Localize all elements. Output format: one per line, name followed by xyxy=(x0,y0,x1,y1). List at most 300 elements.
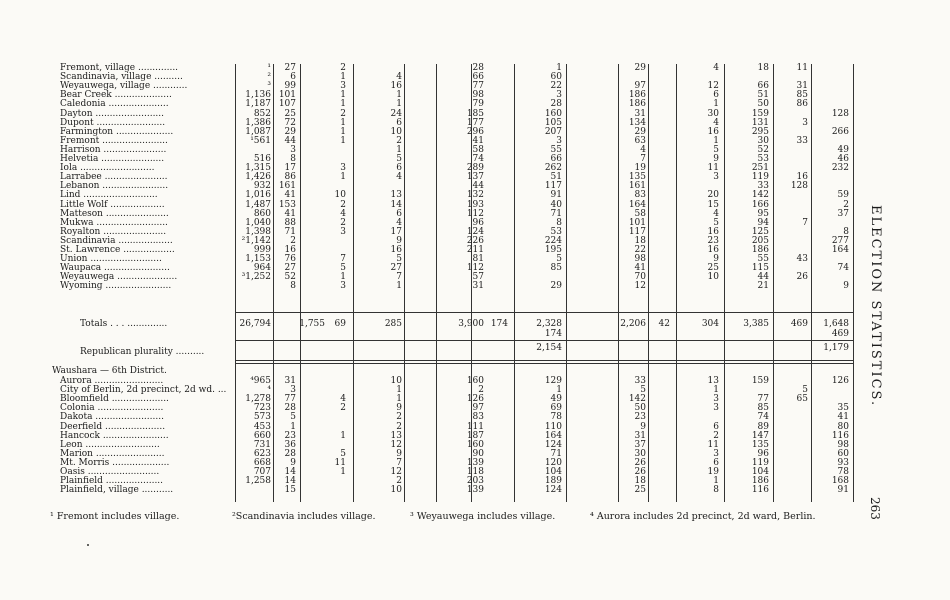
vote-cell: 22 xyxy=(550,81,562,92)
vote-cell: 1 xyxy=(396,99,402,110)
row-name: Mt. Morris .................... xyxy=(60,457,170,468)
vote-cell: 33 xyxy=(634,376,646,386)
vote-cell: 266 xyxy=(831,126,849,137)
vote-cell: 1 xyxy=(340,72,346,83)
vote-cell: 31 xyxy=(634,430,646,441)
total-cell: 174 xyxy=(490,319,508,329)
vote-cell: 26 xyxy=(634,457,646,468)
vote-cell: ²1,142 xyxy=(241,235,271,246)
vote-cell: 9 xyxy=(290,457,296,468)
vote-cell: ⁴965 xyxy=(250,376,271,386)
table-rule xyxy=(235,360,853,364)
vote-cell: 159 xyxy=(751,108,769,119)
vote-cell: 852 xyxy=(253,108,271,119)
vote-cell: 6 xyxy=(396,163,402,174)
vote-cell: 160 xyxy=(466,376,484,386)
vote-cell: 27 xyxy=(284,63,296,73)
vote-cell: 195 xyxy=(544,245,562,255)
vote-cell: 8 xyxy=(843,226,849,237)
vote-cell: 31 xyxy=(634,108,646,119)
vote-cell: 71 xyxy=(550,448,562,459)
vote-cell: 15 xyxy=(707,199,719,210)
column-rule xyxy=(648,64,649,502)
vote-cell: 65 xyxy=(796,394,808,405)
vote-cell: 1 xyxy=(713,476,719,487)
vote-cell: 135 xyxy=(751,439,769,450)
vote-cell: 453 xyxy=(253,421,271,432)
vote-cell: 1 xyxy=(396,281,402,292)
vote-cell: 63 xyxy=(634,135,646,146)
vote-cell: 4 xyxy=(396,72,402,83)
vote-cell: 1 xyxy=(340,117,346,128)
vote-cell: 5 xyxy=(802,385,808,396)
vote-cell: 186 xyxy=(751,245,769,255)
vote-cell: 1,386 xyxy=(245,117,271,128)
vote-cell: 9 xyxy=(713,154,719,164)
vote-cell: 60 xyxy=(550,72,562,83)
vote-cell: 79 xyxy=(472,99,484,110)
vote-cell: 932 xyxy=(253,181,271,192)
vote-cell: 11 xyxy=(334,457,346,468)
vote-cell: 1,153 xyxy=(245,254,271,265)
vote-cell: 40 xyxy=(550,199,562,210)
vote-cell: 6 xyxy=(396,117,402,128)
vote-cell: 7 xyxy=(396,457,402,468)
vote-cell: 50 xyxy=(634,403,646,414)
vote-cell: 86 xyxy=(284,172,296,183)
vote-cell: 110 xyxy=(544,421,562,432)
vote-cell: 7 xyxy=(802,217,808,228)
vote-cell: 77 xyxy=(284,394,296,405)
vote-cell: 6 xyxy=(713,90,719,101)
vote-cell: 91 xyxy=(837,485,849,496)
vote-cell: 160 xyxy=(466,439,484,450)
row-name: City of Berlin, 2d precinct, 2d wd. ... xyxy=(60,385,227,396)
vote-cell: 1 xyxy=(340,172,346,183)
vote-cell: 11 xyxy=(796,63,808,73)
column-rule xyxy=(404,64,405,502)
vote-cell: 95 xyxy=(757,208,769,219)
vote-cell: 161 xyxy=(628,181,646,192)
row-name: Lind .......................... xyxy=(60,190,158,201)
vote-cell: ³1,252 xyxy=(241,272,271,283)
vote-cell: 49 xyxy=(837,144,849,155)
vote-cell: 6 xyxy=(713,421,719,432)
vote-cell: 623 xyxy=(253,448,271,459)
vote-cell: ¹561 xyxy=(250,135,271,146)
row-name: Larrabee ...................... xyxy=(60,172,168,183)
vote-cell: 76 xyxy=(284,254,296,265)
vote-cell: 104 xyxy=(544,467,562,477)
vote-cell: ² xyxy=(267,72,271,83)
vote-cell: 78 xyxy=(837,467,849,477)
vote-cell: 1,136 xyxy=(245,90,271,101)
vote-cell: 1,187 xyxy=(245,99,271,110)
row-name: Farmington .................... xyxy=(60,126,174,137)
vote-cell: 168 xyxy=(831,476,849,487)
vote-cell: 57 xyxy=(472,272,484,283)
vote-cell: 23 xyxy=(284,430,296,441)
plurality-cell: 1,179 xyxy=(823,343,849,353)
vote-cell: 186 xyxy=(628,99,646,110)
vote-cell: 51 xyxy=(550,172,562,183)
vote-cell: 126 xyxy=(831,376,849,386)
vote-cell: 58 xyxy=(634,208,646,219)
vote-cell: 29 xyxy=(550,281,562,292)
vote-cell: 1 xyxy=(340,467,346,477)
vote-cell: 44 xyxy=(757,272,769,283)
vote-cell: 66 xyxy=(472,72,484,83)
vote-cell: 11 xyxy=(707,163,719,174)
vote-cell: 13 xyxy=(707,376,719,386)
column-rule xyxy=(773,64,774,502)
vote-cell: 160 xyxy=(544,108,562,119)
vote-cell: 4 xyxy=(640,144,646,155)
row-name: Lebanon ....................... xyxy=(60,181,169,192)
vote-cell: 1 xyxy=(290,421,296,432)
vote-cell: 203 xyxy=(466,476,484,487)
vote-cell: 25 xyxy=(634,485,646,496)
row-name: Plainfield .................... xyxy=(60,476,164,487)
vote-cell: 55 xyxy=(550,144,562,155)
vote-cell: 107 xyxy=(278,99,296,110)
vote-cell: 1,087 xyxy=(245,126,271,137)
vote-cell: 8 xyxy=(556,217,562,228)
vote-cell: 2 xyxy=(340,108,346,119)
vote-cell: 186 xyxy=(751,476,769,487)
vote-cell: 91 xyxy=(550,190,562,201)
vote-cell: 14 xyxy=(284,467,296,477)
row-name: Plainfield, village ........... xyxy=(60,485,174,496)
vote-cell: 132 xyxy=(466,190,484,201)
vote-cell: 37 xyxy=(634,439,646,450)
vote-cell: 71 xyxy=(550,208,562,219)
vote-cell: 3 xyxy=(713,403,719,414)
vote-cell: 85 xyxy=(796,90,808,101)
vote-cell: 3 xyxy=(556,135,562,146)
vote-cell: 2 xyxy=(396,421,402,432)
row-name: Aurora ........................ xyxy=(60,376,164,386)
vote-cell: 27 xyxy=(390,263,402,274)
vote-cell: 16 xyxy=(284,245,296,255)
vote-cell: 97 xyxy=(634,81,646,92)
vote-cell: 1 xyxy=(340,430,346,441)
vote-cell: 3 xyxy=(340,281,346,292)
vote-cell: 96 xyxy=(757,448,769,459)
total-cell: 26,794 xyxy=(239,319,271,329)
vote-cell: 731 xyxy=(253,439,271,450)
row-name: Royalton ...................... xyxy=(60,226,167,237)
vote-cell: 74 xyxy=(757,412,769,423)
vote-cell: 2 xyxy=(340,217,346,228)
vote-cell: 120 xyxy=(544,457,562,468)
vote-cell: 19 xyxy=(634,163,646,174)
column-rule xyxy=(724,64,725,502)
vote-cell: 139 xyxy=(466,457,484,468)
vote-cell: 86 xyxy=(796,99,808,110)
vote-cell: 50 xyxy=(757,99,769,110)
vote-cell: 41 xyxy=(284,190,296,201)
vote-cell: 17 xyxy=(284,163,296,174)
vote-cell: 118 xyxy=(466,467,484,477)
vote-cell: 112 xyxy=(466,208,484,219)
vote-cell: 18 xyxy=(634,235,646,246)
vote-cell: 77 xyxy=(472,81,484,92)
vote-cell: 999 xyxy=(253,245,271,255)
vote-cell: 23 xyxy=(707,235,719,246)
vote-cell: 5 xyxy=(396,254,402,265)
vote-cell: 29 xyxy=(634,63,646,73)
vote-cell: 12 xyxy=(634,281,646,292)
vote-cell: 1,426 xyxy=(245,172,271,183)
vote-cell: 28 xyxy=(472,63,484,73)
vote-cell: 105 xyxy=(544,117,562,128)
vote-cell: 104 xyxy=(751,467,769,477)
vote-cell: 660 xyxy=(253,430,271,441)
vote-cell: 13 xyxy=(390,190,402,201)
vote-cell: 147 xyxy=(751,430,769,441)
vote-cell: 59 xyxy=(837,190,849,201)
table-rule xyxy=(235,312,853,313)
vote-cell: 164 xyxy=(831,245,849,255)
vote-cell: 16 xyxy=(390,245,402,255)
vote-cell: 89 xyxy=(757,421,769,432)
vote-cell: 60 xyxy=(837,448,849,459)
vote-cell: 10 xyxy=(390,485,402,496)
vote-cell: 211 xyxy=(466,245,484,255)
vote-cell: 85 xyxy=(550,263,562,274)
vote-cell: 573 xyxy=(253,412,271,423)
vote-cell: 4 xyxy=(340,208,346,219)
vote-cell: 2 xyxy=(396,412,402,423)
vote-cell: 7 xyxy=(640,154,646,164)
vote-cell: 119 xyxy=(751,457,769,468)
row-name: Deerfield ..................... xyxy=(60,421,166,432)
vote-cell: 33 xyxy=(757,181,769,192)
vote-cell: 99 xyxy=(284,81,296,92)
vote-cell: 53 xyxy=(757,154,769,164)
vote-cell: 7 xyxy=(340,254,346,265)
total-cell: 3,385 xyxy=(743,319,769,329)
vote-cell: 26 xyxy=(634,467,646,477)
vote-cell: 12 xyxy=(390,467,402,477)
vote-cell: 31 xyxy=(284,376,296,386)
vote-cell: 27 xyxy=(284,263,296,274)
vote-cell: 2 xyxy=(290,235,296,246)
vote-cell: 3 xyxy=(340,226,346,237)
vote-cell: 5 xyxy=(340,263,346,274)
vote-cell: 1,487 xyxy=(245,199,271,210)
vote-cell: 1 xyxy=(396,144,402,155)
vote-cell: 35 xyxy=(837,403,849,414)
vote-cell: 1 xyxy=(396,394,402,405)
total-cell: 469 xyxy=(790,319,808,329)
vote-cell: 31 xyxy=(472,281,484,292)
vote-cell: 860 xyxy=(253,208,271,219)
vote-cell: 98 xyxy=(634,254,646,265)
vote-cell: 101 xyxy=(278,90,296,101)
vote-cell: 44 xyxy=(284,135,296,146)
vote-cell: 128 xyxy=(831,108,849,119)
row-name: Matteson ...................... xyxy=(60,208,169,219)
row-name: Fremont, village .............. xyxy=(60,63,179,73)
total-cell: 42 xyxy=(658,319,670,329)
vote-cell: 12 xyxy=(707,81,719,92)
vote-cell: 41 xyxy=(634,263,646,274)
vote-cell: 90 xyxy=(472,448,484,459)
vote-cell: 3 xyxy=(802,117,808,128)
vote-cell: 2 xyxy=(340,403,346,414)
vote-cell: 101 xyxy=(628,217,646,228)
vote-cell: 20 xyxy=(707,190,719,201)
vote-cell: 193 xyxy=(466,199,484,210)
vote-cell: 1 xyxy=(396,385,402,396)
vote-cell: 4 xyxy=(713,117,719,128)
total-cell: 3,900 xyxy=(458,319,484,329)
vote-cell: 29 xyxy=(284,126,296,137)
vote-cell: 964 xyxy=(253,263,271,274)
vote-cell: 124 xyxy=(544,439,562,450)
vote-cell: 10 xyxy=(707,272,719,283)
vote-cell: 2 xyxy=(478,385,484,396)
vote-cell: 41 xyxy=(284,208,296,219)
vote-cell: 207 xyxy=(544,126,562,137)
vote-cell: 1 xyxy=(396,90,402,101)
vote-cell: 28 xyxy=(550,99,562,110)
vote-cell: 3 xyxy=(290,144,296,155)
vote-cell: 226 xyxy=(466,235,484,246)
vote-cell: 10 xyxy=(334,190,346,201)
vote-cell: 135 xyxy=(628,172,646,183)
vote-cell: 1 xyxy=(556,63,562,73)
vote-cell: 19 xyxy=(707,467,719,477)
vote-cell: 11 xyxy=(707,439,719,450)
vote-cell: 2 xyxy=(340,199,346,210)
total-cell: 285 xyxy=(384,319,402,329)
vote-cell: 88 xyxy=(284,217,296,228)
row-name: Dakota ........................ xyxy=(60,412,164,423)
vote-cell: 1 xyxy=(340,90,346,101)
vote-cell: 129 xyxy=(544,376,562,386)
row-name: Harrison ...................... xyxy=(60,144,167,155)
vote-cell: 14 xyxy=(284,476,296,487)
vote-cell: 112 xyxy=(466,263,484,274)
vote-cell: 10 xyxy=(390,126,402,137)
vote-cell: 41 xyxy=(837,412,849,423)
vote-cell: 1 xyxy=(713,385,719,396)
row-name: Bear Creek .................... xyxy=(60,90,172,101)
vote-cell: 94 xyxy=(757,217,769,228)
total-sub-cell: 174 xyxy=(544,329,562,339)
vote-cell: 164 xyxy=(544,430,562,441)
vote-cell: 232 xyxy=(831,163,849,174)
vote-cell: 1 xyxy=(340,272,346,283)
vote-cell: 80 xyxy=(837,421,849,432)
vote-cell: 3 xyxy=(713,172,719,183)
vote-cell: 262 xyxy=(544,163,562,174)
page-number: 263 xyxy=(868,497,882,520)
row-name: Helvetia ...................... xyxy=(60,154,165,164)
footnote: ¹ Fremont includes village. xyxy=(50,511,180,522)
vote-cell: 98 xyxy=(837,439,849,450)
district-header: Waushara — 6th District. xyxy=(52,366,167,376)
vote-cell: 1 xyxy=(340,135,346,146)
vote-cell: 5 xyxy=(640,385,646,396)
vote-cell: 1,040 xyxy=(245,217,271,228)
vote-cell: 5 xyxy=(290,412,296,423)
vote-cell: 134 xyxy=(628,117,646,128)
vote-cell: 153 xyxy=(278,199,296,210)
table-rule xyxy=(235,340,853,341)
vote-cell: 24 xyxy=(390,108,402,119)
vote-cell: 83 xyxy=(472,412,484,423)
vote-cell: 277 xyxy=(831,235,849,246)
row-name: Waupaca ....................... xyxy=(60,263,170,274)
row-name: Marion ........................ xyxy=(60,448,165,459)
vote-cell: 74 xyxy=(472,154,484,164)
vote-cell: 1,016 xyxy=(245,190,271,201)
vote-cell: 516 xyxy=(253,154,271,164)
vote-cell: 55 xyxy=(757,254,769,265)
total-cell: 69 xyxy=(334,319,346,329)
row-name: Dayton ........................ xyxy=(60,108,165,119)
vote-cell: 1,315 xyxy=(245,163,271,174)
vote-cell: 164 xyxy=(628,199,646,210)
ink-speck xyxy=(87,544,89,546)
vote-cell: 668 xyxy=(253,457,271,468)
vote-cell: 2 xyxy=(396,476,402,487)
vote-cell: 5 xyxy=(556,254,562,265)
row-name: Wyoming ....................... xyxy=(60,281,172,292)
vote-cell: 3 xyxy=(290,385,296,396)
column-rule xyxy=(300,64,301,502)
total-cell: 2,328 xyxy=(536,319,562,329)
vote-cell: 8 xyxy=(290,281,296,292)
vote-cell: 295 xyxy=(751,126,769,137)
vote-cell: 53 xyxy=(550,226,562,237)
vote-cell: 9 xyxy=(640,421,646,432)
row-name: Oasis ......................... xyxy=(60,467,160,477)
vote-cell: ⁴ xyxy=(267,385,271,396)
vote-cell: 31 xyxy=(796,81,808,92)
vote-cell: ³ xyxy=(267,81,271,92)
vote-cell: 116 xyxy=(751,485,769,496)
vote-cell: 1 xyxy=(340,99,346,110)
vote-cell: 126 xyxy=(466,394,484,405)
row-name: Weyauwega, village ............ xyxy=(60,81,188,92)
vote-cell: 142 xyxy=(628,394,646,405)
plurality-label: Republican plurality .......... xyxy=(80,347,205,357)
column-rule xyxy=(853,64,854,502)
vote-cell: 16 xyxy=(707,245,719,255)
vote-cell: 1,398 xyxy=(245,226,271,237)
vote-cell: 159 xyxy=(751,376,769,386)
vote-cell: ¹ xyxy=(267,63,271,73)
vote-cell: 4 xyxy=(713,208,719,219)
row-name: Little Wolf ................... xyxy=(60,199,165,210)
vote-cell: 3 xyxy=(713,448,719,459)
vote-cell: 52 xyxy=(757,144,769,155)
vote-cell: 29 xyxy=(634,126,646,137)
vote-cell: 186 xyxy=(628,90,646,101)
vote-cell: 81 xyxy=(472,254,484,265)
vote-cell: 3 xyxy=(340,81,346,92)
vote-cell: 2 xyxy=(843,199,849,210)
vote-cell: 125 xyxy=(751,226,769,237)
vote-cell: 1 xyxy=(713,99,719,110)
vote-cell: 41 xyxy=(472,135,484,146)
vote-cell: 26 xyxy=(796,272,808,283)
